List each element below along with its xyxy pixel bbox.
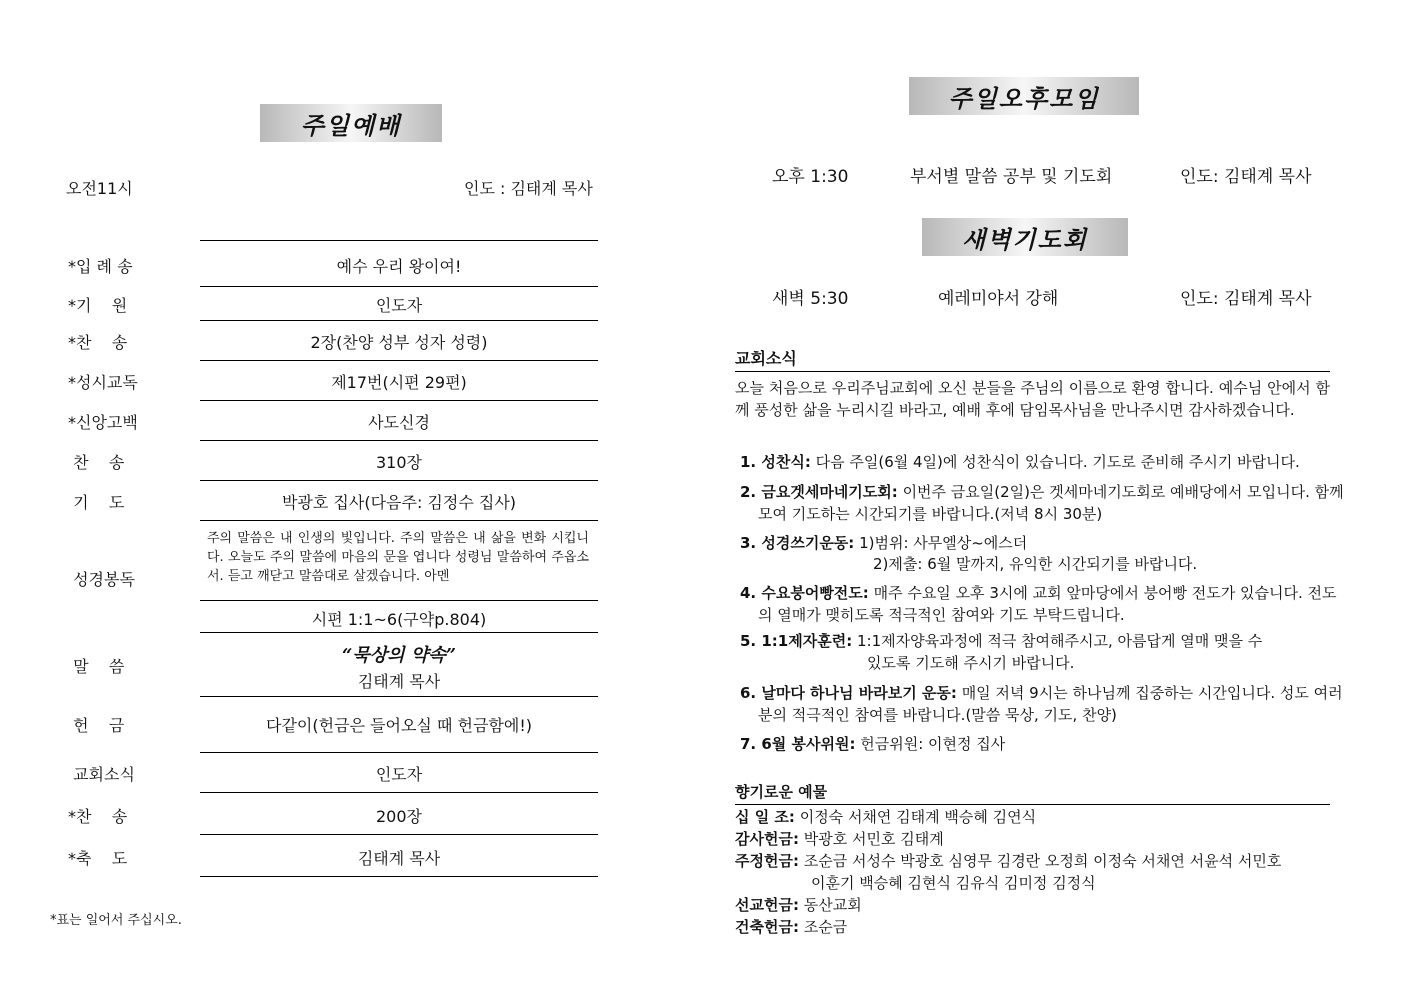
order-value: 200장 bbox=[376, 807, 422, 826]
order-label: *찬 송 bbox=[68, 333, 128, 352]
news-item: 1. 성찬식: 다음 주일(6월 4일)에 성찬식이 있습니다. 기도로 준비해 주시기 바랍니다. bbox=[740, 453, 1300, 471]
afternoon-time: 오후 1:30 bbox=[772, 167, 849, 187]
order-label: *기 원 bbox=[68, 296, 128, 315]
order-value: 박광호 집사(다음주: 김정수 집사) bbox=[281, 493, 517, 512]
service-leader: 인도 : 김태계 목사 bbox=[464, 179, 593, 198]
divider bbox=[200, 480, 598, 481]
order-value: 2장(찬양 성부 성자 성령) bbox=[310, 333, 488, 352]
service-time: 오전11시 bbox=[66, 179, 133, 198]
order-value: 310장 bbox=[376, 453, 422, 472]
divider bbox=[200, 520, 598, 521]
news-item: 7. 6월 봉사위원: 헌금위원: 이현정 집사 bbox=[740, 735, 1006, 753]
order-value: 제17번(시편 29편) bbox=[331, 373, 467, 392]
order-label: 기 도 bbox=[68, 493, 125, 512]
divider bbox=[200, 792, 598, 793]
order-label: *신앙고백 bbox=[68, 413, 138, 432]
news-item: 3. 성경쓰기운동: 1)범위: 사무엘상~에스더 bbox=[740, 534, 1028, 552]
order-value: 김태계 목사 bbox=[357, 849, 441, 868]
news-item: 있도록 기도해 주시기 바랍니다. bbox=[867, 654, 1075, 672]
scripture-prayer-text: 주의 말씀은 내 인생의 빛입니다. 주의 말씀은 내 삶을 변화 시킵니다. 오늘도 주의 말씀에 마음의 문을 엽니다 성령님 말씀하여 주옵소서. 듣고 깨닫고 말씀대로 살겠습니다. 아멘 bbox=[207, 531, 589, 584]
afternoon-title-banner: 주일오후모임 bbox=[909, 77, 1139, 115]
divider bbox=[200, 876, 598, 877]
news-intro: 오늘 처음으로 우리주님교회에 오신 분들을 주님의 이름으로 환영 합니다. 예수님 안에서 함께 풍성한 삶을 누리시길 바라고, 예배 후에 담임목사님을 만나주시면 감사하겠습니다. bbox=[735, 379, 1330, 419]
dawn-time: 새벽 5:30 bbox=[772, 289, 849, 309]
divider bbox=[200, 240, 598, 241]
divider bbox=[200, 632, 598, 633]
order-label: *찬 송 bbox=[68, 807, 128, 826]
offering-row: 이훈기 백승혜 김현식 김유식 김미정 김정식 bbox=[811, 874, 1096, 892]
dawn-desc: 예레미야서 강해 bbox=[938, 289, 1059, 309]
divider bbox=[200, 696, 598, 697]
dawn-leader: 인도: 김태계 목사 bbox=[1180, 289, 1312, 309]
order-value: 예수 우리 왕이여! bbox=[336, 257, 462, 276]
worship-title-banner: 주일예배 bbox=[260, 104, 442, 142]
order-value: 다같이(헌금은 들어오실 때 헌금함에!) bbox=[266, 716, 532, 735]
order-value: 인도자 bbox=[375, 765, 423, 784]
order-label: 성경봉독 bbox=[68, 570, 135, 589]
dawn-title-banner: 새벽기도회 bbox=[922, 218, 1128, 256]
divider bbox=[200, 320, 598, 321]
news-item: 2)제출: 6월 말까지, 유익한 시간되기를 바랍니다. bbox=[873, 555, 1198, 573]
offering-row: 건축헌금: 조순금 bbox=[735, 918, 848, 936]
divider bbox=[200, 360, 598, 361]
afternoon-leader: 인도: 김태계 목사 bbox=[1180, 167, 1312, 187]
divider bbox=[200, 400, 598, 401]
news-item: 2. 금요겟세마네기도회: 이번주 금요일(2일)은 겟세마네기도회로 예배당에서 모입니다. 함께 모여 기도하는 시간되기를 바랍니다.(저녁 8시 30분) bbox=[740, 483, 1344, 523]
order-value: 사도신경 bbox=[368, 413, 430, 432]
afternoon-desc: 부서별 말씀 공부 및 기도회 bbox=[910, 167, 1113, 187]
order-label: 찬 송 bbox=[68, 453, 125, 472]
order-label: 헌 금 bbox=[68, 716, 125, 735]
divider bbox=[200, 752, 598, 753]
offering-row: 감사헌금: 박광호 서민호 김태계 bbox=[735, 830, 944, 848]
divider bbox=[200, 834, 598, 835]
order-label: *축 도 bbox=[68, 849, 128, 868]
order-label: 말 씀 bbox=[68, 657, 125, 676]
sermon-title: “묵상의 약속” bbox=[342, 645, 456, 666]
news-heading: 교회소식 bbox=[735, 346, 1330, 372]
offering-row: 주정헌금: 조순금 서성수 박광호 심영무 김경란 오정희 이정숙 서채연 서윤석 서민호 bbox=[735, 852, 1282, 870]
order-value: 인도자 bbox=[375, 296, 423, 315]
news-item: 6. 날마다 하나님 바라보기 운동: 매일 저녁 9시는 하나님께 집중하는 시간입니다. 성도 여러분의 적극적인 참여를 바랍니다.(말씀 묵상, 기도, 찬양) bbox=[740, 684, 1343, 724]
divider bbox=[200, 286, 598, 287]
order-label: 교회소식 bbox=[68, 765, 135, 784]
footnote: *표는 일어서 주십시오. bbox=[50, 913, 182, 928]
offering-heading: 향기로운 예물 bbox=[735, 781, 1330, 805]
order-label: *성시교독 bbox=[68, 373, 138, 392]
scripture-reference: 시편 1:1~6(구약p.804) bbox=[311, 610, 487, 629]
offering-row: 십 일 조: 이정숙 서채연 김태계 백승혜 김연식 bbox=[735, 808, 1037, 826]
news-item: 5. 1:1제자훈련: 1:1제자양육과정에 적극 참여해주시고, 아름답게 열매 맺을 수 bbox=[740, 632, 1263, 650]
divider bbox=[200, 440, 598, 441]
offering-row: 선교헌금: 동산교회 bbox=[735, 896, 862, 914]
news-item: 4. 수요붕어빵전도: 매주 수요일 오후 3시에 교회 앞마당에서 붕어빵 전도가 있습니다. 전도의 열매가 맺히도록 적극적인 참여와 기도 부탁드립니다. bbox=[740, 584, 1337, 624]
divider bbox=[200, 600, 598, 601]
sermon-preacher: 김태계 목사 bbox=[357, 672, 441, 691]
order-label: *입 례 송 bbox=[68, 257, 133, 276]
